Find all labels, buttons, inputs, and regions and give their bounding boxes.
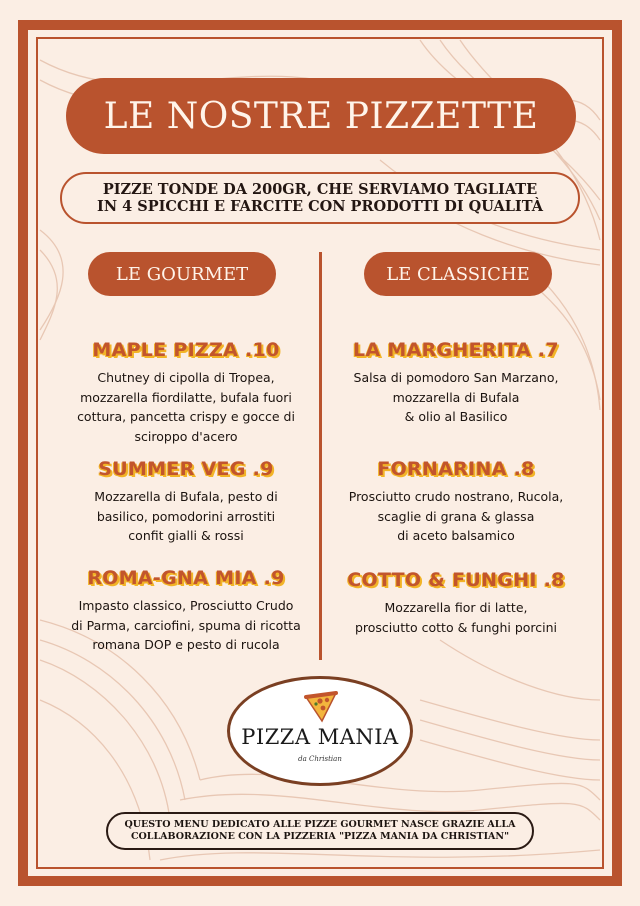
- section-classiche-heading: LE CLASSICHE: [364, 252, 552, 296]
- pizza-name: MAPLE PIZZA .10: [92, 339, 280, 361]
- menu-item: [316, 457, 596, 546]
- pizza-name: ROMA-GNA MIA .9: [87, 567, 285, 589]
- page-title: LE NOSTRE PIZZETTE: [103, 95, 539, 137]
- pizza-description: [316, 487, 596, 546]
- menu-item: [46, 457, 326, 546]
- desc-line: Impasto classico, Prosciutto Crudo: [78, 598, 294, 613]
- desc-line: Salsa di pomodoro San Marzano,: [353, 370, 559, 385]
- menu-item: [46, 566, 326, 655]
- footer-note: [106, 812, 534, 850]
- pizza-mania-logo: [227, 676, 413, 786]
- desc-line: mozzarella fiordilatte, bufala fuori: [80, 389, 292, 405]
- footer-line-2: COLLABORAZIONE CON LA PIZZERIA "PIZZA MANIA DA CHRISTIAN": [130, 831, 510, 842]
- pizza-description: [46, 368, 326, 446]
- desc-line: basilico, pomodorini arrostiti: [96, 508, 276, 524]
- pizza-name: SUMMER VEG .9: [98, 458, 274, 480]
- desc-line: scaglie di grana & glassa: [377, 508, 535, 524]
- pizza-slice-icon: [300, 689, 340, 723]
- pizza-name: COTTO & FUNGHI .8: [347, 569, 565, 591]
- desc-line: romana DOP e pesto di rucola: [92, 637, 280, 652]
- section-gourmet-heading: LE GOURMET: [88, 252, 276, 296]
- pizza-name: LA MARGHERITA .7: [353, 339, 559, 361]
- pizza-description: [316, 598, 596, 637]
- pizza-name: FORNARINA .8: [377, 458, 535, 480]
- desc-line: Mozzarella di Bufala, pesto di: [94, 489, 278, 504]
- desc-line: cottura, pancetta crispy e gocce di: [77, 409, 295, 424]
- desc-line: Prosciutto crudo nostrano, Rucola,: [348, 489, 564, 504]
- desc-line: prosciutto cotto & funghi porcini: [354, 619, 558, 635]
- desc-line: Mozzarella fior di latte,: [384, 600, 528, 615]
- title-banner: [66, 78, 576, 154]
- pizza-description: [46, 596, 326, 655]
- desc-line: mozzarella di Bufala: [392, 389, 520, 405]
- menu-item: [46, 338, 326, 446]
- desc-line: di Parma, carciofini, spuma di ricotta: [71, 617, 301, 633]
- subtitle-line-2: IN 4 SPICCHI E FARCITE CON PRODOTTI DI QUALITÀ: [97, 198, 543, 215]
- desc-line: Chutney di cipolla di Tropea,: [97, 370, 275, 385]
- subtitle-box: [60, 172, 580, 224]
- desc-line: di aceto balsamico: [397, 528, 515, 543]
- desc-line: & olio al Basilico: [404, 409, 508, 424]
- menu-item: [316, 568, 596, 637]
- footer-line-1: QUESTO MENU DEDICATO ALLE PIZZE GOURMET NASCE GRAZIE ALLA: [124, 819, 516, 830]
- desc-line: sciroppo d'acero: [134, 428, 238, 444]
- logo-subtitle: da Christian: [298, 755, 342, 763]
- desc-line: confit gialli & rossi: [128, 528, 244, 543]
- menu-item: [316, 338, 596, 427]
- subtitle-line-1: PIZZE TONDE DA 200GR, CHE SERVIAMO TAGLIATE: [102, 181, 538, 198]
- pizza-description: [46, 487, 326, 546]
- logo-name: PIZZA MANIA: [241, 725, 399, 749]
- pizza-description: [316, 368, 596, 427]
